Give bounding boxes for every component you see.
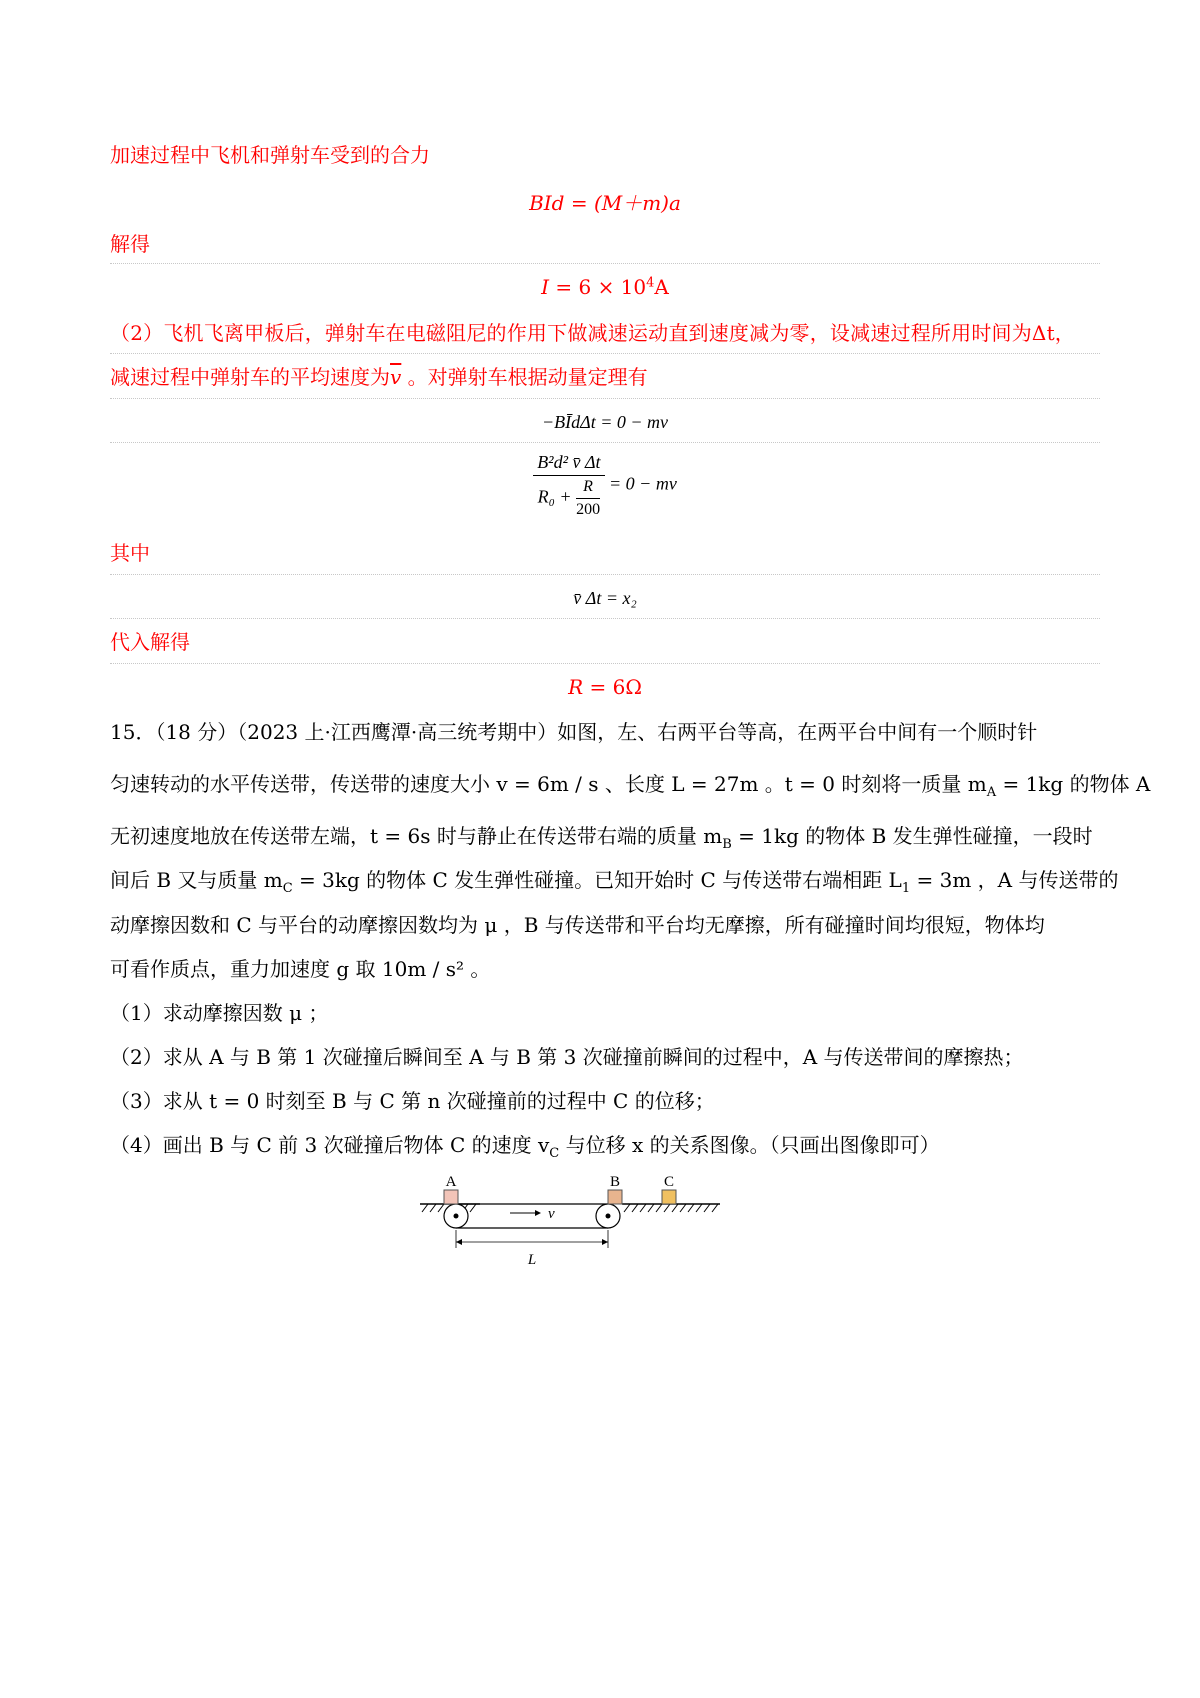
sub-question-2: （2）求从 A 与 B 第 1 次碰撞后瞬间至 A 与 B 第 3 次碰撞前瞬间的过程中，A 与传送带间的摩擦热；	[110, 1045, 1024, 1069]
divider	[110, 263, 1100, 264]
solution-text-net-force: 加速过程中飞机和弹射车受到的合力	[110, 143, 430, 167]
divider	[110, 353, 1100, 354]
block-c	[662, 1190, 676, 1204]
equation-displacement	[110, 588, 1100, 609]
eq3: −BĪdΔt = 0 − mv	[542, 412, 668, 432]
q-line4-sub2: 1	[901, 881, 911, 896]
solution-text-solve: 解得	[110, 232, 150, 256]
q-line4-text: 间后 B 又与质量 m	[110, 868, 283, 892]
question-line3	[110, 823, 1093, 858]
q-line4-sub: C	[282, 881, 293, 896]
label-a: A	[445, 1174, 457, 1190]
para2-text-a: 减速过程中弹射车的平均速度为	[110, 365, 390, 389]
eq4-rhs: = 0 − mv	[609, 473, 677, 494]
eq1-lhs: BId	[529, 191, 565, 215]
solution-para2-line2	[110, 364, 648, 390]
eq2-unit: A	[654, 275, 669, 299]
q-line4-end: = 3m ，A 与传送带的	[910, 868, 1119, 892]
eq6-rhs: = 6Ω	[583, 675, 642, 699]
q-line3-text: 无初速度地放在传送带左端，t = 6s 时与静止在传送带右端的质量 m	[110, 824, 723, 848]
solution-text-where: 其中	[110, 541, 150, 565]
eq4-den-a: R₀ +	[537, 486, 572, 507]
block-b	[608, 1190, 622, 1204]
equation-current	[110, 275, 1100, 299]
para2-text-b: 。对弹射车根据动量定理有	[401, 365, 648, 389]
label-l: L	[527, 1252, 537, 1268]
label-b: B	[609, 1174, 621, 1190]
right-platform-hatch	[624, 1204, 718, 1212]
eq4-denominator	[533, 476, 604, 519]
q-s4-end: 与位移 x 的关系图像。（只画出图像即可）	[559, 1133, 940, 1157]
sub-question-3: （3）求从 t = 0 时刻至 B 与 C 第 n 次碰撞前的过程中 C 的位移；	[110, 1089, 715, 1113]
question-line5: 动摩擦因数和 C 与平台的动摩擦因数均为 μ ，B 与传送带和平台均无摩擦，所有碰撞时间均很短，物体均	[110, 913, 1045, 937]
para2-vbar: $\overline{v}$	[390, 365, 402, 389]
eq4-numerator: B²d² v̄ Δt	[533, 452, 604, 476]
divider	[110, 618, 1100, 619]
dim-arrow-right	[602, 1239, 608, 1245]
eq2-mid: = 6 × 10	[549, 275, 647, 299]
eq4-inner-num: R	[576, 478, 600, 499]
question-header: 15．（18 分）（2023 上·江西鹰潭·高三统考期中）如图，左、右两平台等高，在两平台中间有一个顺时针	[110, 720, 1038, 744]
conveyor-figure	[400, 1160, 800, 1280]
q-line2-end: = 1kg 的物体 A	[996, 772, 1151, 796]
divider	[110, 574, 1100, 575]
equation-momentum	[110, 412, 1100, 433]
equation-resistance	[110, 675, 1100, 699]
q-line2-sub: A	[986, 785, 997, 800]
question-line4	[110, 867, 1118, 902]
q-line2-text: 匀速转动的水平传送带，传送带的速度大小 v = 6m / s 、长度 L = 27m 。t = 0 时刻将一质量 m	[110, 772, 987, 796]
eq4-inner-fraction	[576, 478, 600, 519]
velocity-arrowhead	[535, 1210, 541, 1216]
equation-force	[110, 187, 1100, 216]
q-line4-mid: = 3kg 的物体 C 发生弹性碰撞。已知开始时 C 与传送带右端相距 L	[292, 868, 902, 892]
label-c: C	[663, 1174, 675, 1190]
block-a	[444, 1190, 458, 1204]
q-s4-text: （4）画出 B 与 C 前 3 次碰撞后物体 C 的速度 v	[110, 1133, 550, 1157]
solution-text-substitute: 代入解得	[110, 630, 190, 654]
dim-arrow-left	[456, 1239, 462, 1245]
label-v: v	[548, 1206, 555, 1222]
eq4-inner-den: 200	[576, 501, 601, 518]
eq4-fraction	[533, 452, 604, 519]
eq1-rhs: = (M＋m)a	[564, 191, 681, 215]
q-line3-sub: B	[722, 837, 732, 852]
divider	[110, 442, 1100, 443]
eq2-exp: 4	[646, 275, 655, 291]
q-line3-end: = 1kg 的物体 B 发生弹性碰撞，一段时	[731, 824, 1093, 848]
solution-para2-line1: （2）飞机飞离甲板后，弹射车在电磁阻尼的作用下做减速运动直到速度减为零，设减速过程所用时间为Δt，	[110, 321, 1076, 345]
equation-fraction	[110, 452, 1100, 519]
divider	[110, 663, 1100, 664]
divider	[110, 398, 1100, 399]
question-line2	[110, 771, 1150, 806]
question-line6: 可看作质点，重力加速度 g 取 10m / s² 。	[110, 957, 491, 981]
eq6-lhs: R	[568, 675, 584, 699]
left-pulley-center	[454, 1214, 459, 1219]
q-s4-sub: C	[549, 1146, 560, 1161]
sub-question-1: （1）求动摩擦因数 μ ；	[110, 1001, 329, 1025]
right-pulley-center	[606, 1214, 611, 1219]
eq5: v̄ Δt = x₂	[573, 588, 637, 608]
eq2-lhs: I	[541, 275, 550, 299]
